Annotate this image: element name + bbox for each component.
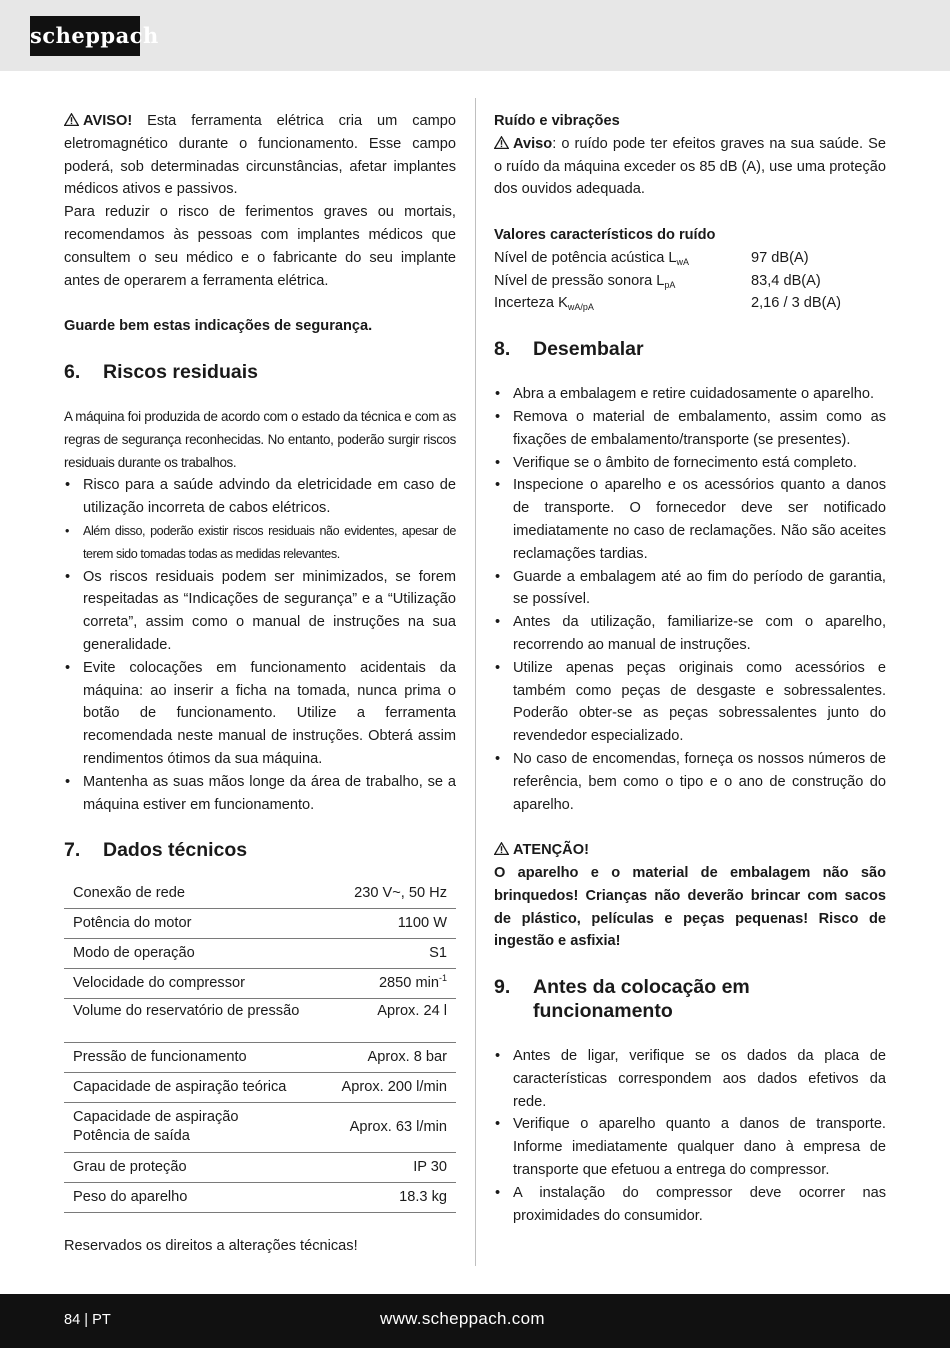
list-item: • Remova o material de embalamento, assim como as fixações de embalamento/transporte (se presentes).	[494, 406, 886, 452]
list-item: • A instalação do compressor deve ocorrer nas proximidades do consumidor.	[494, 1182, 886, 1228]
guarde-note: Guarde bem estas indicações de segurança.	[64, 318, 373, 335]
table-row	[64, 1072, 456, 1102]
aviso-paragraph-2: Para reduzir o risco de ferimentos graves ou mortais, recomendamos às pessoas com implantes médicos que consultem o seu médico e o fabricante do seu implante antes de operarem a ferramenta elétrica.	[64, 204, 456, 289]
spec-value-exponent: -1	[438, 972, 447, 983]
list-item: • Os riscos residuais podem ser minimizados, se forem respeitadas as “Indicações de segurança” e a “Utilização correta”, assim como o manual de instruções na sua generalidade.	[64, 566, 456, 657]
page-footer	[0, 1294, 950, 1348]
list-item: • Inspecione o aparelho e os acessórios quanto a danos de transporte. O fornecedor deve ser notificado imediatamente no caso de reclamações. Não são aceites reclamações tardias.	[494, 474, 886, 565]
aviso-paragraph	[64, 110, 456, 201]
list-item: • No caso de encomendas, forneça os nossos números de referência, bem como o tipo e o ano de construção do aparelho.	[494, 748, 886, 816]
noise-key-text: Nível de pressão sonora L	[494, 272, 665, 289]
table-row	[64, 998, 456, 1042]
table-row	[64, 908, 456, 938]
aviso-label: AVISO!	[83, 113, 133, 129]
startup-list	[494, 1045, 886, 1227]
attention-label: ATENÇÃO!	[513, 842, 589, 859]
noise-key-subscript: wA/pA	[567, 302, 594, 313]
list-item: • Antes de ligar, verifique se os dados da placa de características correspondem aos dados efetivos da rede.	[494, 1045, 886, 1113]
noise-key-subscript: pA	[664, 279, 676, 290]
list-item: • Risco para a saúde advindo da eletricidade em caso de utilização incorreta de cabos elétricos.	[64, 474, 456, 520]
section-9-heading	[494, 975, 886, 1023]
table-row	[64, 1182, 456, 1212]
section-number: 7.	[64, 839, 81, 862]
noise-warning	[494, 133, 886, 201]
spec-key-line: Capacidade de aspiração	[73, 1109, 239, 1126]
spec-value: S1	[328, 938, 456, 968]
noise-value: 2,16 / 3 dB(A)	[751, 295, 842, 312]
spec-value: IP 30	[328, 1152, 456, 1182]
spec-key: Velocidade do compressor	[64, 968, 328, 998]
table-row	[64, 968, 456, 998]
spec-value-text: 2850 min	[378, 974, 439, 991]
spec-key-line: Potência de saída	[73, 1128, 190, 1145]
noise-row	[494, 247, 886, 270]
section-6-intro: A máquina foi produzida de acordo com o estado da técnica e com as regras de segurança reconhecidas. No entanto, poderão surgir riscos residuais durante os trabalhos.	[64, 408, 456, 470]
list-item: • Verifique o aparelho quanto a danos de transporte. Informe imediatamente qualquer dano à empresa de transporte que efetuou a entrega do compressor.	[494, 1113, 886, 1181]
spec-value: Aprox. 63 l/min	[328, 1102, 456, 1152]
section-title: Desembalar	[533, 338, 644, 361]
noise-key	[494, 270, 751, 293]
table-row	[64, 1042, 456, 1072]
aviso-text: : o ruído pode ter efeitos graves na sua saúde. Se o ruído da máquina exceder os 85 dB (A), use uma proteção dos ouvidos adequada.	[494, 135, 886, 198]
spec-value: Aprox. 8 bar	[328, 1042, 456, 1072]
unpacking-list	[494, 383, 886, 816]
table-row	[64, 938, 456, 968]
warning-triangle-icon	[64, 113, 79, 126]
aviso-text: Esta ferramenta elétrica cria um campo eletromagnético durante o funcionamento. Esse campo poderá, sob determinadas circunstâncias, afetar implantes médicos ativos e passivos.	[64, 113, 456, 198]
table-row	[64, 1102, 456, 1152]
aviso-label: Aviso	[513, 135, 553, 152]
section-title: Dados técnicos	[103, 839, 248, 862]
spec-key: Modo de operação	[64, 938, 328, 968]
section-6-heading	[64, 360, 456, 384]
list-item: • Antes da utilização, familiarize-se com o aparelho, recorrendo ao manual de instruções.	[494, 611, 886, 657]
list-item: • Evite colocações em funcionamento acidentais da máquina: ao inserir a ficha na tomada, nunca prima o botão de funcionamento. Utilize a ferramenta recomendada neste manual de instruções. Obterá assim rendimentos ótimos da sua máquina.	[64, 657, 456, 771]
warning-triangle-icon	[494, 136, 509, 149]
noise-key	[494, 247, 751, 270]
page-header	[0, 0, 950, 71]
spec-key: Peso do aparelho	[64, 1182, 328, 1212]
list-item: • Mantenha as suas mãos longe da área de trabalho, se a máquina estiver em funcionamento.	[64, 771, 456, 817]
left-column	[64, 110, 456, 1258]
page-number: 84 | PT	[64, 1312, 111, 1328]
warning-triangle-icon	[494, 842, 509, 855]
table-row	[64, 878, 456, 908]
spec-key: Potência do motor	[64, 908, 328, 938]
spec-value	[328, 968, 456, 998]
noise-key	[494, 292, 751, 315]
noise-row	[494, 270, 886, 293]
attention-text: O aparelho e o material de embalagem não são brinquedos! Crianças não deverão brincar com sacos de plástico, películas e peças pequenas! Risco de ingestão e asfixia!	[494, 864, 886, 950]
list-item: • Guarde a embalagem até ao fim do período de garantia, se possível.	[494, 566, 886, 612]
section-7-heading	[64, 838, 456, 862]
attention-label-line	[494, 839, 886, 862]
spec-key: Grau de proteção	[64, 1152, 328, 1182]
table-row	[64, 1152, 456, 1182]
list-item: • Abra a embalagem e retire cuidadosamente o aparelho.	[494, 383, 886, 406]
spec-value: 1100 W	[328, 908, 456, 938]
section-number: 8.	[494, 338, 511, 361]
noise-value: 83,4 dB(A)	[751, 272, 821, 289]
spec-key: Pressão de funcionamento	[64, 1042, 328, 1072]
spec-key: Volume do reservatório de pressão	[64, 998, 328, 1042]
spec-key	[64, 1102, 328, 1152]
brand-logo: scheppach	[30, 16, 140, 56]
spec-value: 18.3 kg	[328, 1182, 456, 1212]
noise-key-subscript: wA	[676, 256, 690, 267]
section-number: 9.	[494, 976, 511, 999]
list-item: • Utilize apenas peças originais como acessórios e também como peças de desgaste e sobressalentes. Poderão obter-se as peças sobressalentes junto do revendedor especializado.	[494, 657, 886, 748]
website-link[interactable]: www.scheppach.com	[380, 1309, 545, 1328]
spec-key: Conexão de rede	[64, 878, 328, 908]
reserved-note: Reservados os direitos a alterações técnicas!	[64, 1237, 358, 1254]
spec-value: Aprox. 24 l	[328, 998, 456, 1042]
right-column	[494, 110, 886, 1227]
section-title: Antes da colocação em funcionamento	[533, 976, 750, 1023]
list-item: • Verifique se o âmbito de fornecimento está completo.	[494, 452, 886, 475]
noise-key-text: Incerteza K	[494, 295, 568, 312]
spec-value: 230 V~, 50 Hz	[328, 878, 456, 908]
residual-risks-list	[64, 474, 456, 816]
spec-key: Capacidade de aspiração teórica	[64, 1072, 328, 1102]
noise-row	[494, 292, 886, 315]
spec-value: Aprox. 200 l/min	[328, 1072, 456, 1102]
list-item: • Além disso, poderão existir riscos residuais não evidentes, apesar de terem sido tomadas todas as medidas relevantes.	[64, 520, 456, 566]
noise-value: 97 dB(A)	[751, 249, 809, 266]
section-8-heading	[494, 337, 886, 361]
noise-title: Ruído e vibrações	[494, 113, 620, 129]
technical-data-table	[64, 878, 456, 1213]
section-number: 6.	[64, 360, 81, 383]
noise-key-text: Nível de potência acústica L	[494, 249, 677, 266]
noise-values-title: Valores característicos do ruído	[494, 226, 716, 243]
column-divider	[475, 98, 476, 1266]
section-title: Riscos residuais	[103, 360, 258, 383]
